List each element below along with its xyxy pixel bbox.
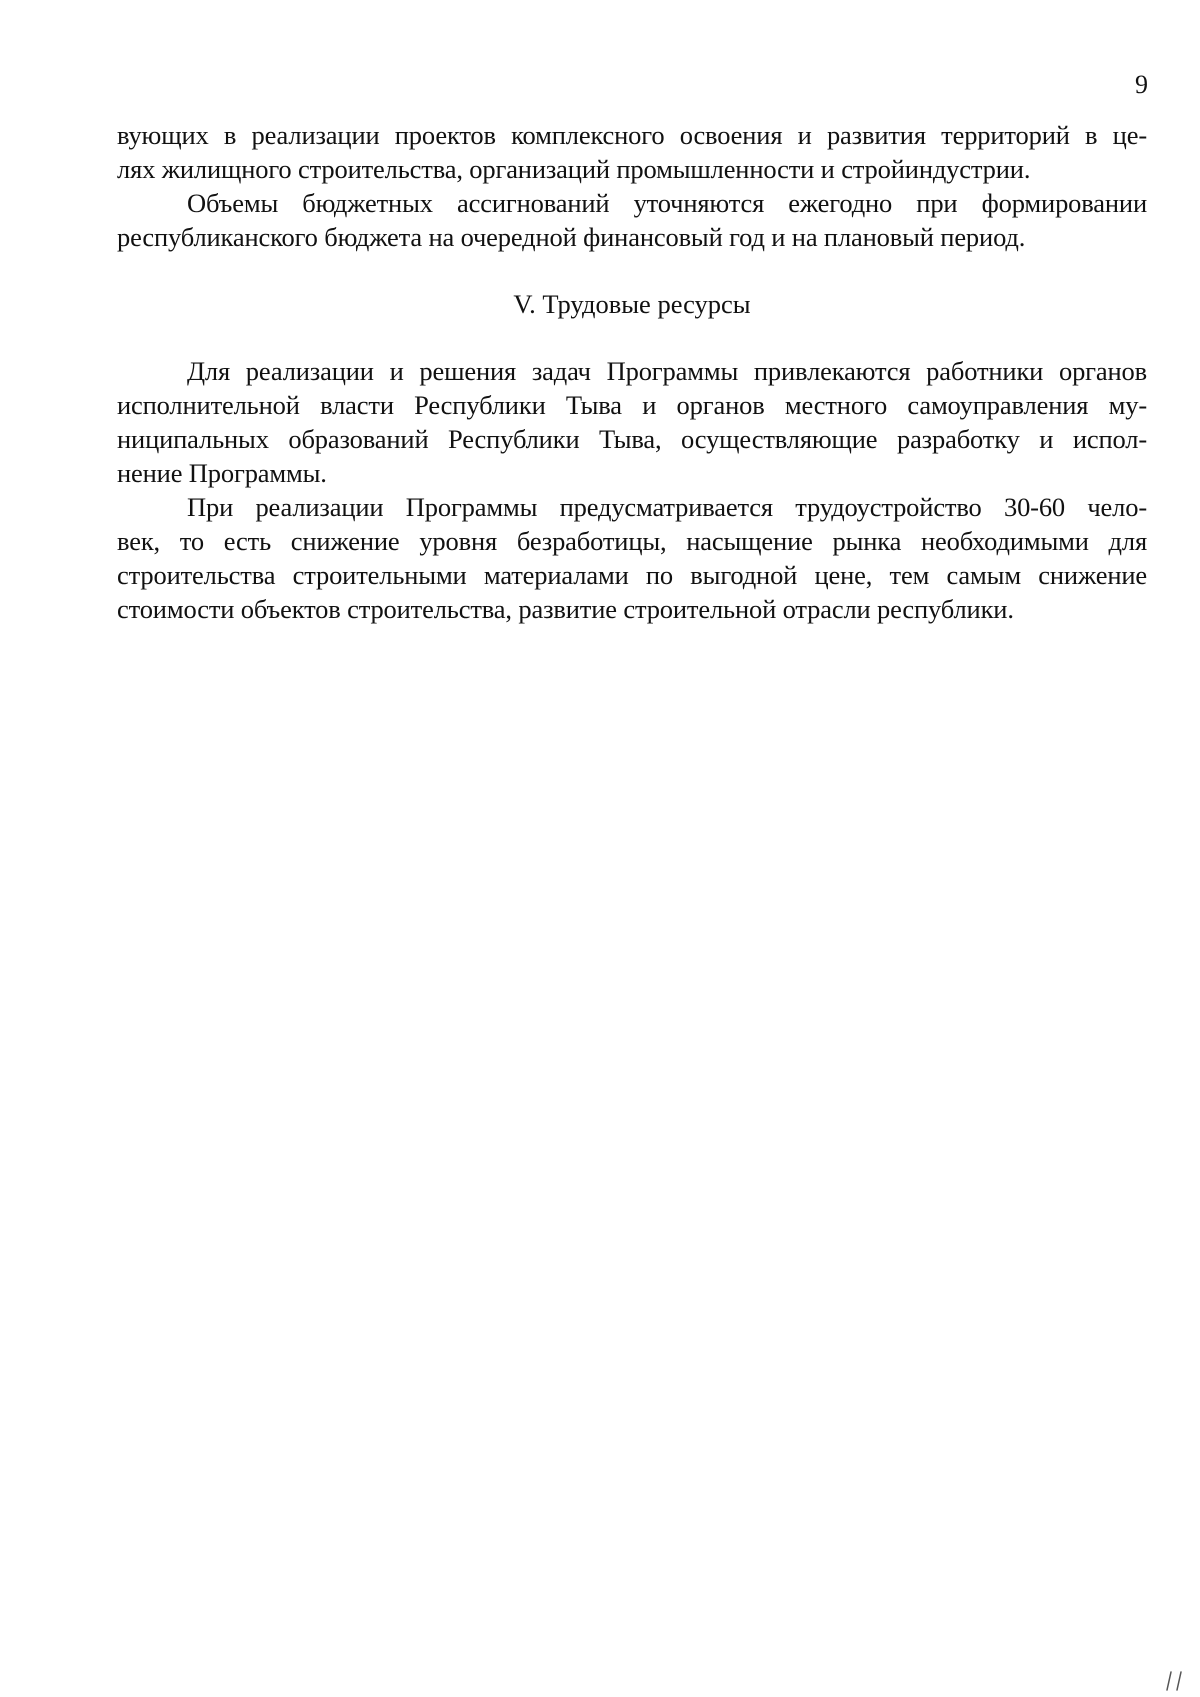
text-line: строительства строительными материалами по выгодной цене, тем самым снижение <box>117 560 1147 590</box>
text-line: нение Программы. <box>117 458 327 488</box>
text-line: При реализации Программы предусматривается трудоустройство 30-60 чело- <box>187 492 1147 522</box>
text-line: Для реализации и решения задач Программы привлекаются работники органов <box>187 356 1147 386</box>
text-line: исполнительной власти Республики Тыва и органов местного самоуправления му- <box>117 390 1147 420</box>
paragraph-workers <box>117 354 1147 490</box>
handwritten-corner-mark <box>1163 1670 1187 1692</box>
text-line: век, то есть снижение уровня безработицы, насыщение рынка необходимыми для <box>117 526 1147 556</box>
text-line: вующих в реализации проектов комплексного освоения и развития территорий в це- <box>117 120 1147 150</box>
page-number: 9 <box>1135 70 1148 99</box>
section-heading: V. Трудовые ресурсы <box>513 289 751 319</box>
text-line: республиканского бюджета на очередной финансовый год и на плановый период. <box>117 222 1026 252</box>
paragraph-budget <box>117 186 1147 254</box>
paragraph-employment <box>117 490 1147 626</box>
text-line: лях жилищного строительства, организаций промышленности и стройиндустрии. <box>117 154 1031 184</box>
text-line: стоимости объектов строительства, развитие строительной отрасли республики. <box>117 594 1014 624</box>
text-line: Объемы бюджетных ассигнований уточняются ежегодно при формировании <box>187 188 1147 218</box>
paragraph-continuation <box>117 118 1147 186</box>
document-body <box>117 118 1147 626</box>
text-line: ниципальных образований Республики Тыва, осуществляющие разработку и испол- <box>117 424 1147 454</box>
